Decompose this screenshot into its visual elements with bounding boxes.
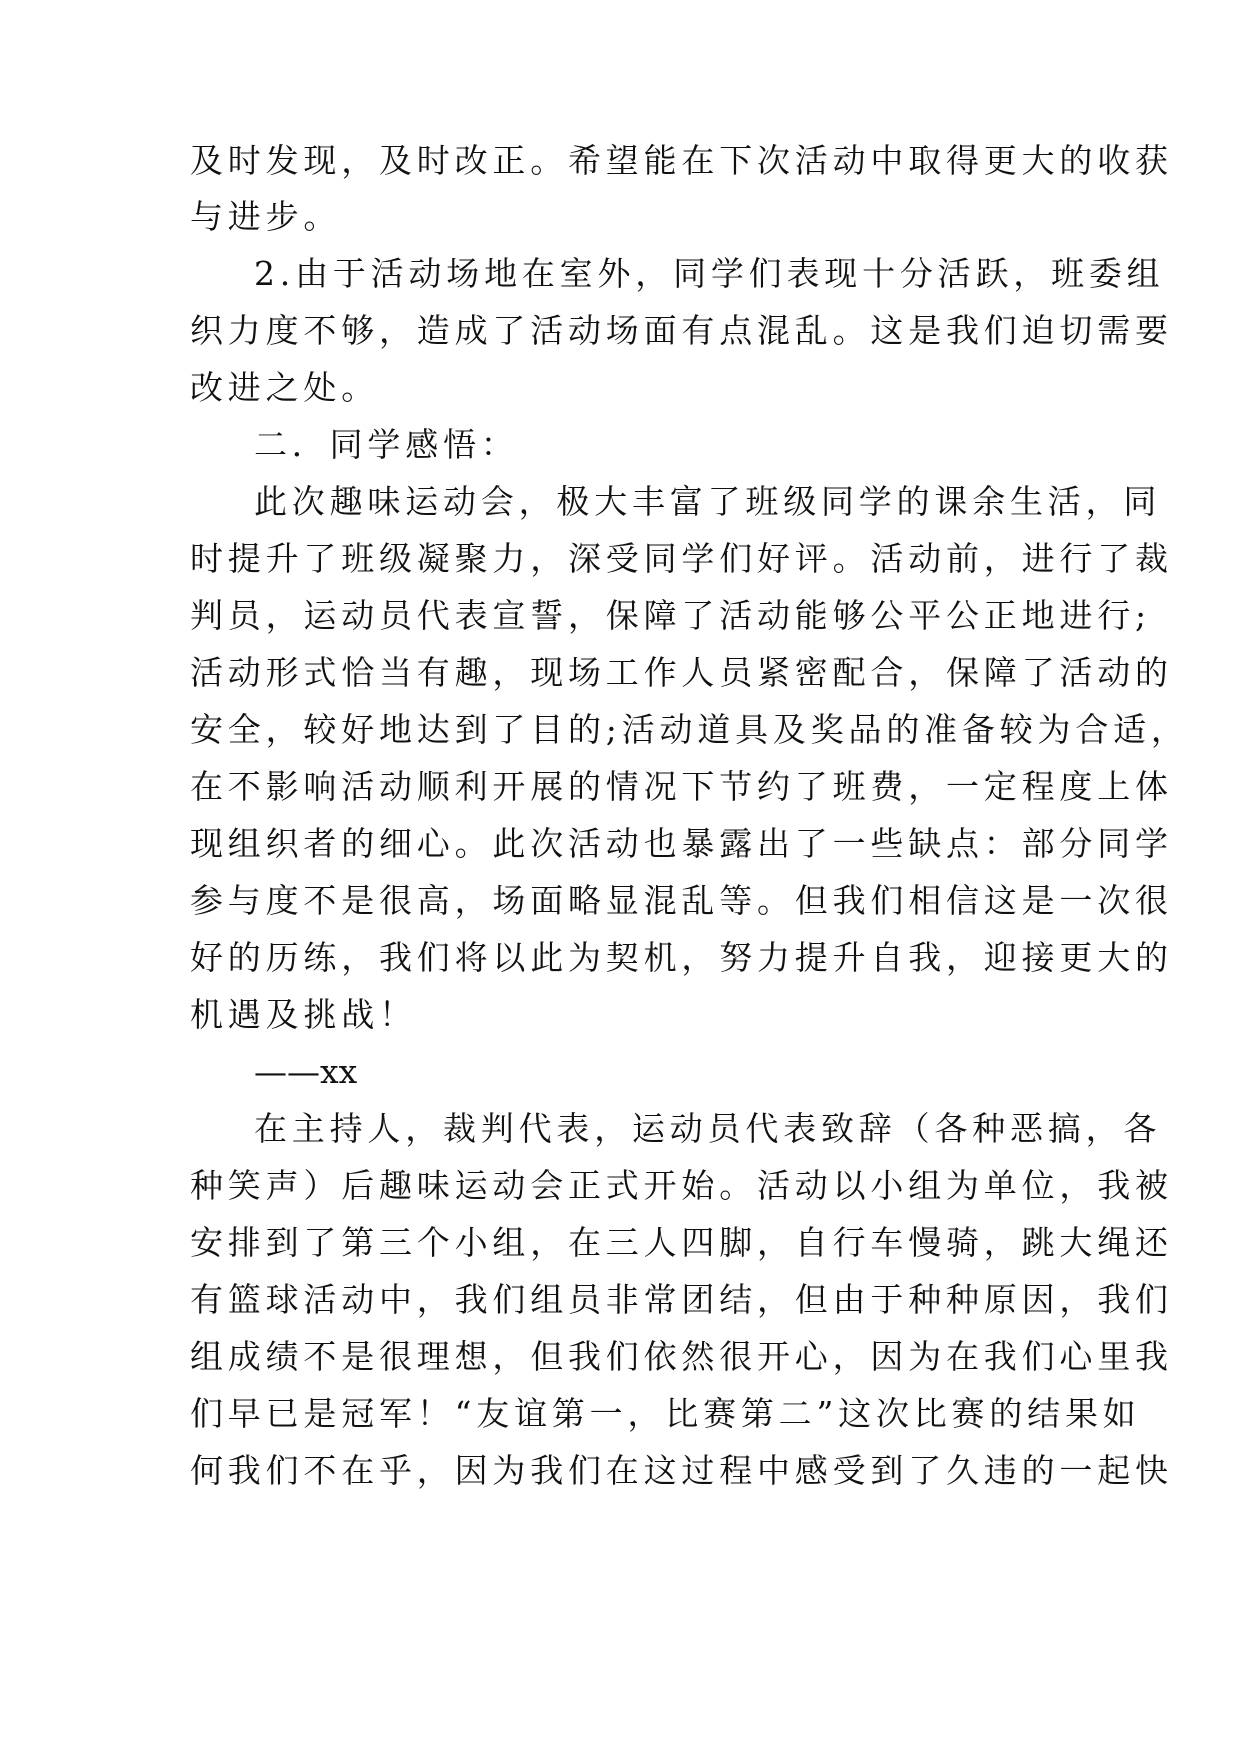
text-line: 2.由于活动场地在室外，同学们表现十分活跃，班委组 — [254, 254, 1165, 293]
text-line: 时提升了班级凝聚力，深受同学们好评。活动前，进行了裁 — [190, 539, 1173, 578]
text-line: 安全，较好地达到了目的;活动道具及奖品的准备较为合适， — [190, 710, 1189, 749]
text-line: 及时发现，及时改正。希望能在下次活动中取得更大的收获 — [190, 141, 1173, 180]
text-line: 安排到了第三个小组，在三人四脚，自行车慢骑，跳大绳还 — [190, 1223, 1173, 1262]
text-line: 机遇及挑战！ — [190, 995, 417, 1034]
text-line: 织力度不够，造成了活动场面有点混乱。这是我们迫切需要 — [190, 311, 1173, 350]
text-line: 们早已是冠军！“友谊第一，比赛第二”这次比赛的结果如 — [190, 1394, 1141, 1433]
text-line: 何我们不在乎，因为我们在这过程中感受到了久违的一起快 — [190, 1451, 1173, 1490]
text-line: 现组织者的细心。此次活动也暴露出了一些缺点：部分同学 — [190, 824, 1173, 863]
text-line: 在主持人，裁判代表，运动员代表致辞（各种恶搞，各 — [254, 1109, 1162, 1148]
text-line: 好的历练，我们将以此为契机，努力提升自我，迎接更大的 — [190, 938, 1173, 977]
section-heading: 二．同学感悟： — [254, 425, 519, 464]
text-line: 与进步。 — [190, 197, 342, 236]
text-line: 在不影响活动顺利开展的情况下节约了班费，一定程度上体 — [190, 767, 1173, 806]
text-line: 改进之处。 — [190, 368, 379, 407]
text-line: 种笑声）后趣味运动会正式开始。活动以小组为单位，我被 — [190, 1166, 1173, 1205]
text-line: 组成绩不是很理想，但我们依然很开心，因为在我们心里我 — [190, 1337, 1173, 1376]
text-line: 判员，运动员代表宣誓，保障了活动能够公平公正地进行; — [190, 596, 1151, 635]
text-line: 活动形式恰当有趣，现场工作人员紧密配合，保障了活动的 — [190, 653, 1173, 692]
signature-line: ——xx — [254, 1052, 358, 1091]
text-line: 此次趣味运动会，极大丰富了班级同学的课余生活，同 — [254, 482, 1162, 521]
text-line: 有篮球活动中，我们组员非常团结，但由于种种原因，我们 — [190, 1280, 1173, 1319]
text-line: 参与度不是很高，场面略显混乱等。但我们相信这是一次很 — [190, 881, 1173, 920]
